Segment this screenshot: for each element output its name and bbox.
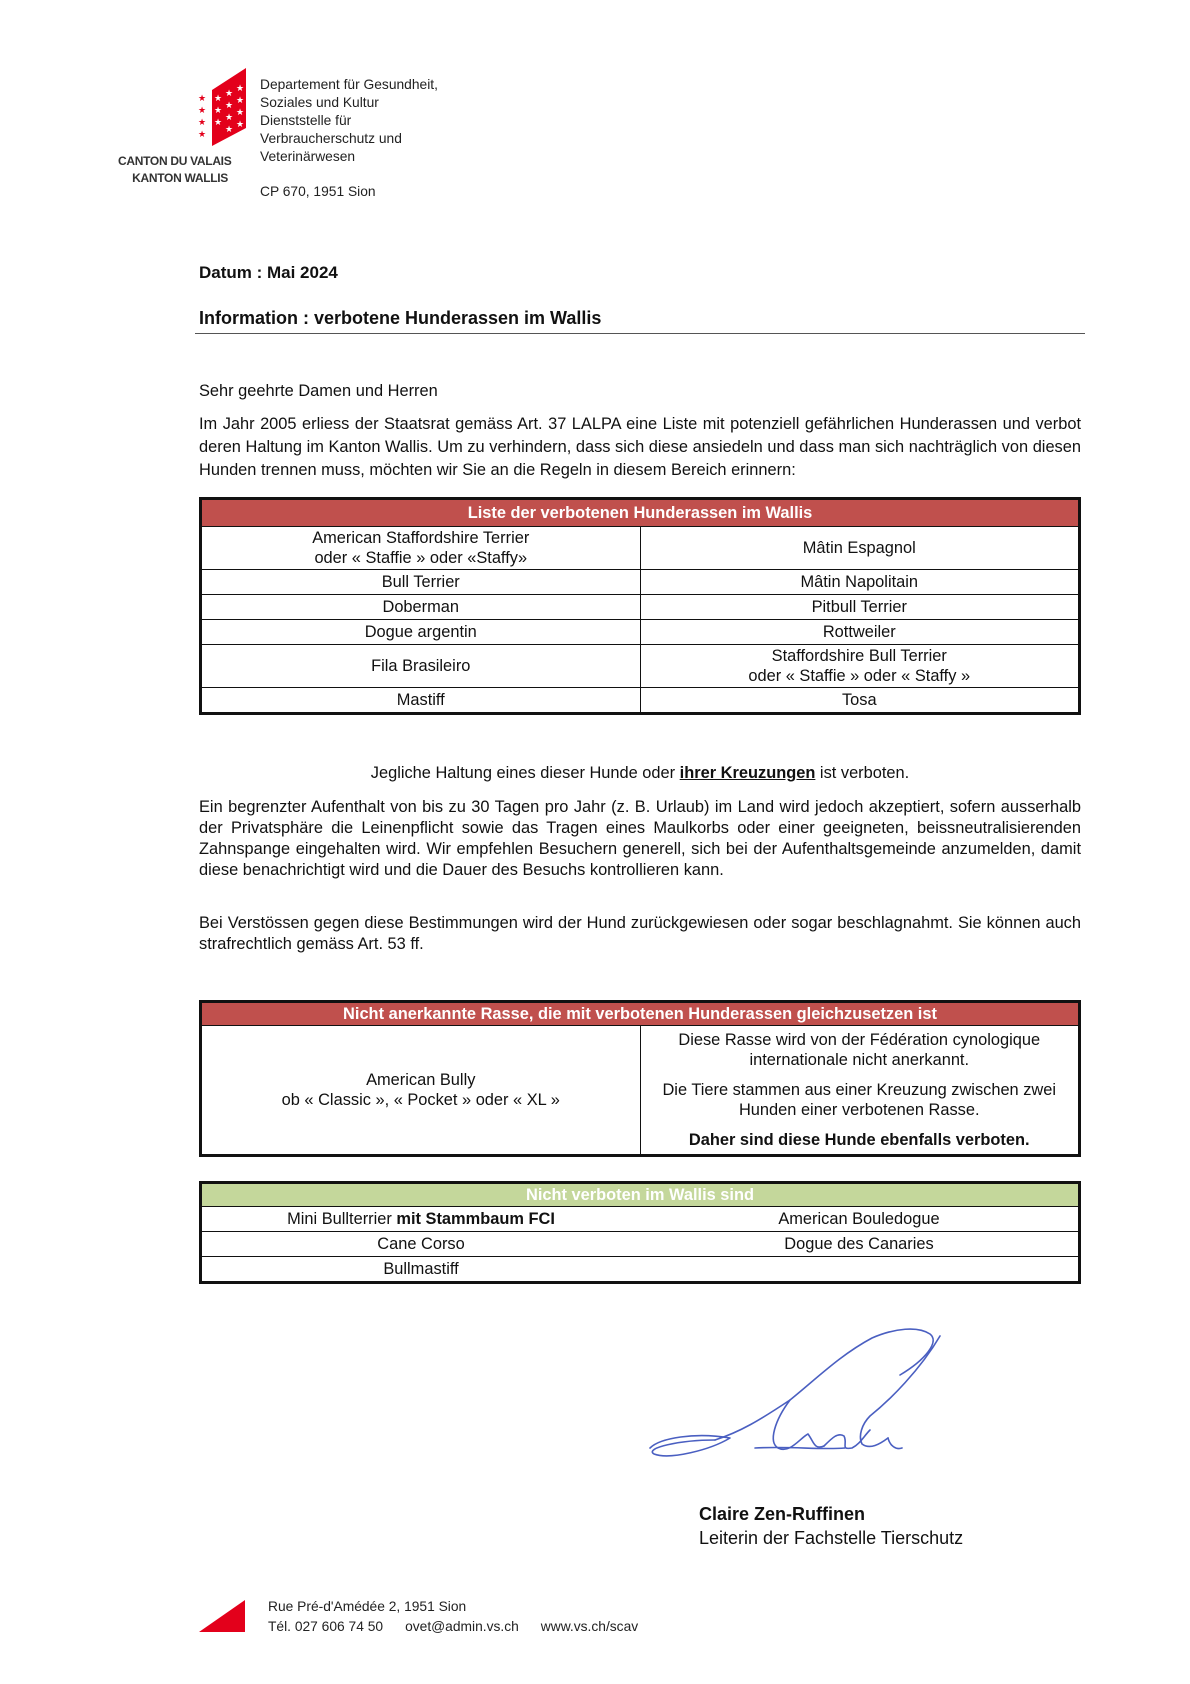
subject-line: Information : verbotene Hunderassen im Wallis xyxy=(199,308,602,328)
svg-text:★: ★ xyxy=(225,125,234,135)
department-line: Verbraucherschutz und xyxy=(260,131,402,146)
table-header-row xyxy=(201,1002,1080,1026)
breed-cell: Dogue des Canaries xyxy=(640,1232,1080,1257)
breed-cell: Pitbull Terrier xyxy=(640,595,1080,620)
crossing-emphasis: ihrer Kreuzungen xyxy=(679,764,816,782)
intro-paragraph: Im Jahr 2005 erliess der Staatsrat gemäss Art. 37 LALPA eine Liste mit potenziell gefährlichen Hunderassen und verbot deren Haltung im Kanton Wallis. Um zu verhindern, dass sich diese ansiedeln und dass man sich nachträglich von diesen Hunden trennen muss, möchten wir Sie an die Regeln in diesem Bereich erinnern: xyxy=(199,415,1081,479)
forbidden-breeds-table xyxy=(199,497,1081,715)
svg-text:★: ★ xyxy=(225,101,234,111)
table-row xyxy=(201,595,1080,620)
svg-text:★: ★ xyxy=(236,108,245,118)
canton-name-fr: CANTON DU VALAIS xyxy=(118,154,232,168)
svg-text:★: ★ xyxy=(198,94,207,104)
svg-text:★: ★ xyxy=(198,106,207,116)
breed-cell: Mastiff xyxy=(201,688,641,714)
svg-text:★: ★ xyxy=(198,130,207,140)
breed-cell: Rottweiler xyxy=(640,620,1080,645)
breed-cell: Dogue argentin xyxy=(201,620,641,645)
handwritten-signature xyxy=(640,1320,960,1480)
table-row xyxy=(201,1207,1080,1232)
footer-address: Rue Pré-d'Amédée 2, 1951 Sion xyxy=(268,1599,467,1614)
table-row xyxy=(201,1257,1080,1283)
unrecognized-table-title: Nicht anerkannte Rasse, die mit verbotenen Hunderassen gleichzusetzen ist xyxy=(201,1002,1080,1026)
svg-text:★: ★ xyxy=(236,96,245,106)
table-row xyxy=(201,570,1080,595)
allowed-table-title: Nicht verboten im Wallis sind xyxy=(201,1183,1080,1207)
table-header-row xyxy=(201,499,1080,527)
forbidden-table-title: Liste der verbotenen Hunderassen im Wallis xyxy=(201,499,1080,527)
footer-phone: Tél. 027 606 74 50 xyxy=(268,1619,384,1634)
breed-cell xyxy=(640,1257,1080,1283)
svg-text:★: ★ xyxy=(214,118,223,128)
svg-text:★: ★ xyxy=(225,113,234,123)
breed-cell: Mâtin Napolitain xyxy=(640,570,1080,595)
explanation-cell xyxy=(640,1026,1080,1156)
footer-email[interactable]: ovet@admin.vs.ch xyxy=(405,1619,519,1634)
allowed-breeds-table xyxy=(199,1181,1081,1284)
breed-cell: Cane Corso xyxy=(201,1232,641,1257)
postbox: CP 670, 1951 Sion xyxy=(260,184,376,199)
footer-website[interactable]: www.vs.ch/scav xyxy=(540,1619,639,1634)
forbidden-conclusion: Daher sind diese Hunde ebenfalls verboten. xyxy=(688,1131,1030,1149)
breed-cell: Doberman xyxy=(201,595,641,620)
table-row xyxy=(201,527,1080,570)
department-line: Soziales und Kultur xyxy=(260,95,379,110)
breed-cell: Mâtin Espagnol xyxy=(640,527,1080,570)
breed-cell: Bull Terrier xyxy=(201,570,641,595)
violations-paragraph: Bei Verstössen gegen diese Bestimmungen wird der Hund zurückgewiesen oder sogar beschlagnahmt. Sie können auch strafrechtlich gemäss Art. 53 ff. xyxy=(199,914,1081,953)
svg-text:★: ★ xyxy=(214,106,223,116)
svg-text:★: ★ xyxy=(214,94,223,104)
table-row xyxy=(201,1232,1080,1257)
department-block xyxy=(260,76,480,166)
department-line: Departement für Gesundheit, xyxy=(260,77,438,92)
table-row xyxy=(201,1026,1080,1156)
department-line: Veterinärwesen xyxy=(260,149,356,164)
canton-logo-text xyxy=(118,153,232,187)
unrecognized-breed-table xyxy=(199,1000,1081,1157)
canton-logo-emblem xyxy=(198,68,248,148)
crossing-statement: Jegliche Haltung eines dieser Hunde oder ihrer Kreuzungen ist verboten. xyxy=(370,764,910,782)
breed-cell: American Bully ob « Classic », « Pocket » oder « XL » xyxy=(201,1026,641,1156)
breed-cell: American Staffordshire Terrier oder « Staffie » oder «Staffy» xyxy=(201,527,641,570)
greeting: Sehr geehrte Damen und Herren xyxy=(199,382,438,400)
svg-text:★: ★ xyxy=(198,118,207,128)
table-row xyxy=(201,688,1080,714)
crossbreed-note: Die Tiere stammen aus einer Kreuzung zwischen zwei Hunden einer verbotenen Rasse. xyxy=(662,1081,1057,1119)
svg-text:★: ★ xyxy=(236,84,245,94)
table-header-row xyxy=(201,1183,1080,1207)
breed-cell: Mini Bullterrier mit Stammbaum FCI xyxy=(201,1207,641,1232)
breed-cell: Tosa xyxy=(640,688,1080,714)
svg-text:★: ★ xyxy=(225,89,234,99)
svg-text:★: ★ xyxy=(236,120,245,130)
signatory-name: Claire Zen-Ruffinen xyxy=(699,1504,866,1524)
footer-contact xyxy=(268,1619,660,1634)
table-row xyxy=(201,645,1080,688)
temporary-stay-paragraph: Ein begrenzter Aufenthalt von bis zu 30 Tagen pro Jahr (z. B. Urlaub) im Land wird jedoch akzeptiert, sofern ausserhalb der Privatsphäre die Leinenpflicht sowie das Tragen eines Maulkorbs oder einer geeigneten, beissneutralisierenden Zahnspange eingehalten wird. Wir empfehlen Besuchern generell, sich bei der Aufenthaltsgemeinde anzumelden, damit diese benachrichtigt wird und die Dauer des Besuchs kontrollieren kann. xyxy=(199,798,1081,879)
breed-cell: Bullmastiff xyxy=(201,1257,641,1283)
canton-name-de: KANTON WALLIS xyxy=(132,171,228,185)
department-line: Dienststelle für xyxy=(260,113,352,128)
footer-red-triangle xyxy=(199,1600,245,1632)
table-row xyxy=(201,620,1080,645)
breed-cell: Fila Brasileiro xyxy=(201,645,641,688)
signatory-role: Leiterin der Fachstelle Tierschutz xyxy=(699,1528,964,1548)
fci-note: Diese Rasse wird von der Fédération cynologique internationale nicht anerkannt. xyxy=(678,1031,1041,1069)
date-line: Datum : Mai 2024 xyxy=(199,263,338,282)
breed-cell: Staffordshire Bull Terrier oder « Staffie » oder « Staffy » xyxy=(640,645,1080,688)
breed-cell: American Bouledogue xyxy=(640,1207,1080,1232)
subject-divider xyxy=(195,333,1085,334)
